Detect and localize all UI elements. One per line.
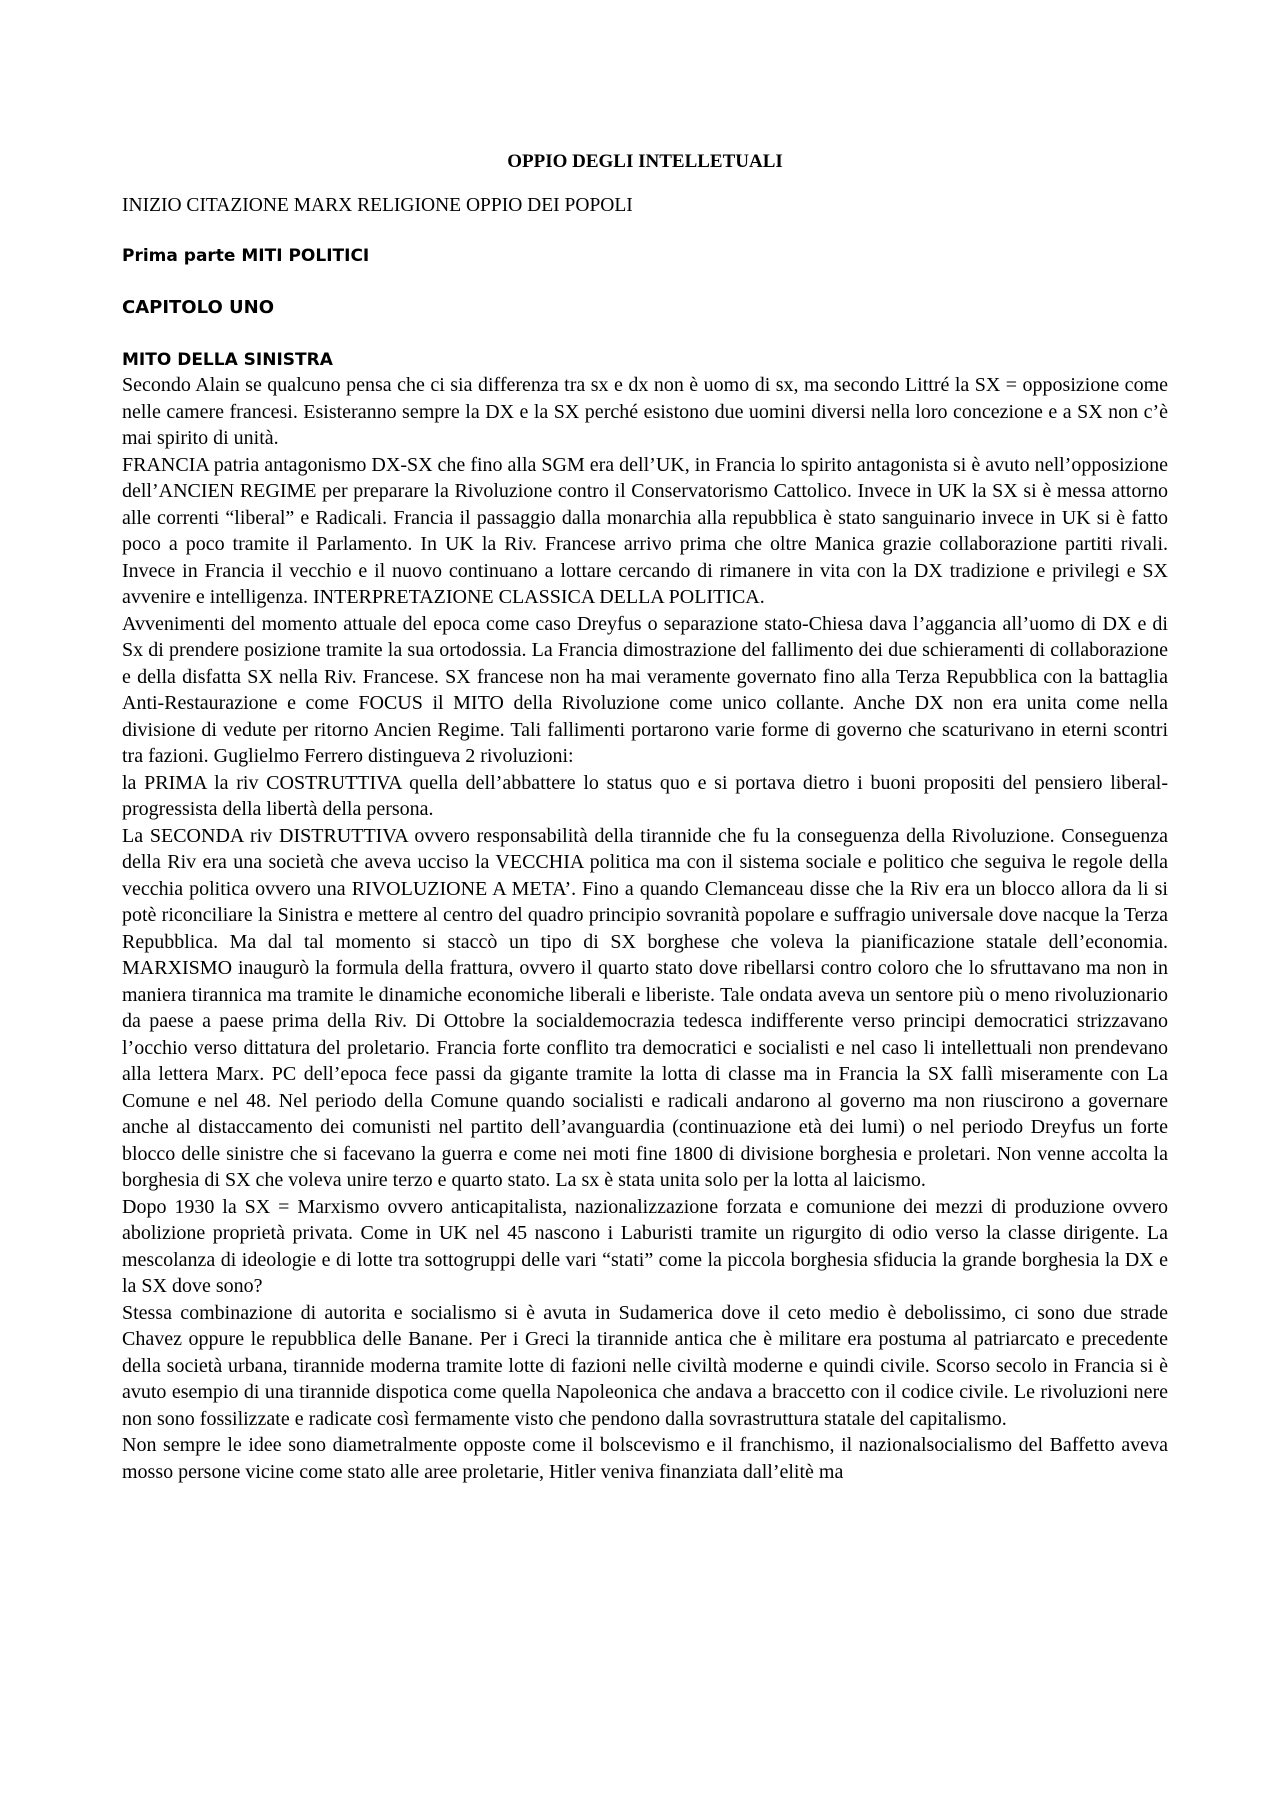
- chapter-heading: CAPITOLO UNO: [122, 297, 274, 318]
- document-page: [122, 150, 1168, 1485]
- paragraph: Avvenimenti del momento attuale del epoca come caso Dreyfus o separazione stato-Chiesa dava l’aggancia all’uomo di DX e di Sx di prendere posizione tramite la sua ortodossia. La Francia dimostrazione del fallimento dei due schieramenti di collaborazione e della disfatta SX nella Riv. Francese. SX francese non ha mai veramente governato fino alla Terza Repubblica con la battaglia Anti-Restaurazione e come FOCUS il MITO della Rivoluzione come unico collante. Anche DX non era unita come nella divisione di vedute per ritorno Ancien Regime. Tali fallimenti portarono varie forme di governo che scaturivano in eterni scontri tra fazioni. Guglielmo Ferrero distingueva 2 rivoluzioni:: [122, 612, 1168, 767]
- section-heading: MITO DELLA SINISTRA: [122, 350, 333, 370]
- part-heading: Prima parte MITI POLITICI: [122, 246, 370, 266]
- paragraph: FRANCIA patria antagonismo DX-SX che fino alla SGM era dell’UK, in Francia lo spirito antagonista si è avuto nell’opposizione dell’ANCIEN REGIME per preparare la Rivoluzione contro il Conservatorismo Cattolico. Invece in UK la SX si è messa attorno alle correnti “liberal” e Radicali. Francia il passaggio dalla monarchia alla repubblica è stato sanguinario invece in UK si è fatto poco a poco tramite il Parlamento. In UK la Riv. Francese arrivo prima che oltre Manica grazie collaborazione partiti rivali. Invece in Francia il vecchio e il nuovo continuano a lottare cercando di rimanere in vita con la DX tradizione e privilegi e SX avvenire e intelligenza. INTERPRETAZIONE CLASSICA DELLA POLITICA.: [122, 453, 1168, 608]
- body-text: [122, 372, 1168, 1485]
- paragraph: Stessa combinazione di autorita e socialismo si è avuta in Sudamerica dove il ceto medio è debolissimo, ci sono due strade Chavez oppure le repubblica delle Banane. Per i Greci la tirannide antica che è militare era postuma al patriarcato e precedente della società urbana, tirannide moderna tramite lotte di fazioni nelle civiltà moderne e quindi civile. Scorso secolo in Francia si è avuto esempio di una tirannide dispotica come quella Napoleonica che andava a braccetto con il codice civile. Le rivoluzioni nere non sono fossilizzate e radicate così fermamente visto che pendono dalla sovrastruttura statale del capitalismo.: [122, 1301, 1168, 1430]
- paragraph: la PRIMA la riv COSTRUTTIVA quella dell’abbattere lo status quo e si portava dietro i buoni propositi del pensiero liberal-progressista della libertà della persona.: [122, 771, 1168, 820]
- intro-line: INIZIO CITAZIONE MARX RELIGIONE OPPIO DEI POPOLI: [122, 195, 633, 216]
- paragraph: Dopo 1930 la SX = Marxismo ovvero anticapitalista, nazionalizzazione forzata e comunione dei mezzi di produzione ovvero abolizione proprietà privata. Come in UK nel 45 nascono i Laburisti tramite un rigurgito di odio verso la classe dirigente. La mescolanza di ideologie e di lotte tra sottogruppi delle vari “stati” come la piccola borghesia sfiducia la grande borghesia la DX e la SX dove sono?: [122, 1195, 1168, 1297]
- paragraph: Secondo Alain se qualcuno pensa che ci sia differenza tra sx e dx non è uomo di sx, ma secondo Littré la SX = opposizione come nelle camere francesi. Esisteranno sempre la DX e la SX perché esistono due uomini diversi nella loro concezione e a SX non c’è mai spirito di unità.: [122, 374, 1168, 449]
- paragraph: La SECONDA riv DISTRUTTIVA ovvero responsabilità della tirannide che fu la conseguenza della Rivoluzione. Conseguenza della Riv era una società che aveva ucciso la VECCHIA politica ma con il sistema sociale e politico che seguiva le regole della vecchia politica ovvero una RIVOLUZIONE A META’. Fino a quando Clemanceau disse che la Riv era un blocco allora da li si potè riconciliare la Sinistra e mettere al centro del quadro principio sovranità popolare e suffragio universale dove nacque la Terza Repubblica. Ma dal tal momento si staccò un tipo di SX borghese che voleva la pianificazione statale dell’economia. MARXISMO inaugurò la formula della frattura, ovvero il quarto stato dove ribellarsi contro coloro che lo sfruttavano ma non in maniera tirannica ma tramite le dinamiche economiche liberali e liberiste. Tale ondata aveva un sentore più o meno rivoluzionario da paese a paese prima della Riv. Di Ottobre la socialdemocrazia tedesca indifferente verso principi democratici strizzavano l’occhio verso dittatura del proletario. Francia forte conflito tra democratici e socialisti e nel caso li intellettuali non prendevano alla lettera Marx. PC dell’epoca fece passi da gigante tramite la lotta di classe ma in Francia la SX fallì miseramente con La Comune e nel 48. Nel periodo della Comune quando socialisti e radicali andarono al governo ma non riuscirono a governare anche al distaccamento dei comunisti nel partito dell’avanguardia (continuazione età dei lumi) o nel periodo Dreyfus un forte blocco delle sinistre che si facevano la guerra e come nei moti fine 1800 di divisione borghesia e proletari. Non venne accolta la borghesia di SX che voleva unire terzo e quarto stato. La sx è stata unita solo per la lotta al laicismo.: [122, 824, 1168, 1191]
- paragraph: Non sempre le idee sono diametralmente opposte come il bolscevismo e il franchismo, il nazionalsocialismo del Baffetto aveva mosso persone vicine come stato alle aree proletarie, Hitler veniva finanziata dall’elitè ma: [122, 1434, 1168, 1483]
- document-title: OPPIO DEGLI INTELLETUALI: [507, 151, 783, 172]
